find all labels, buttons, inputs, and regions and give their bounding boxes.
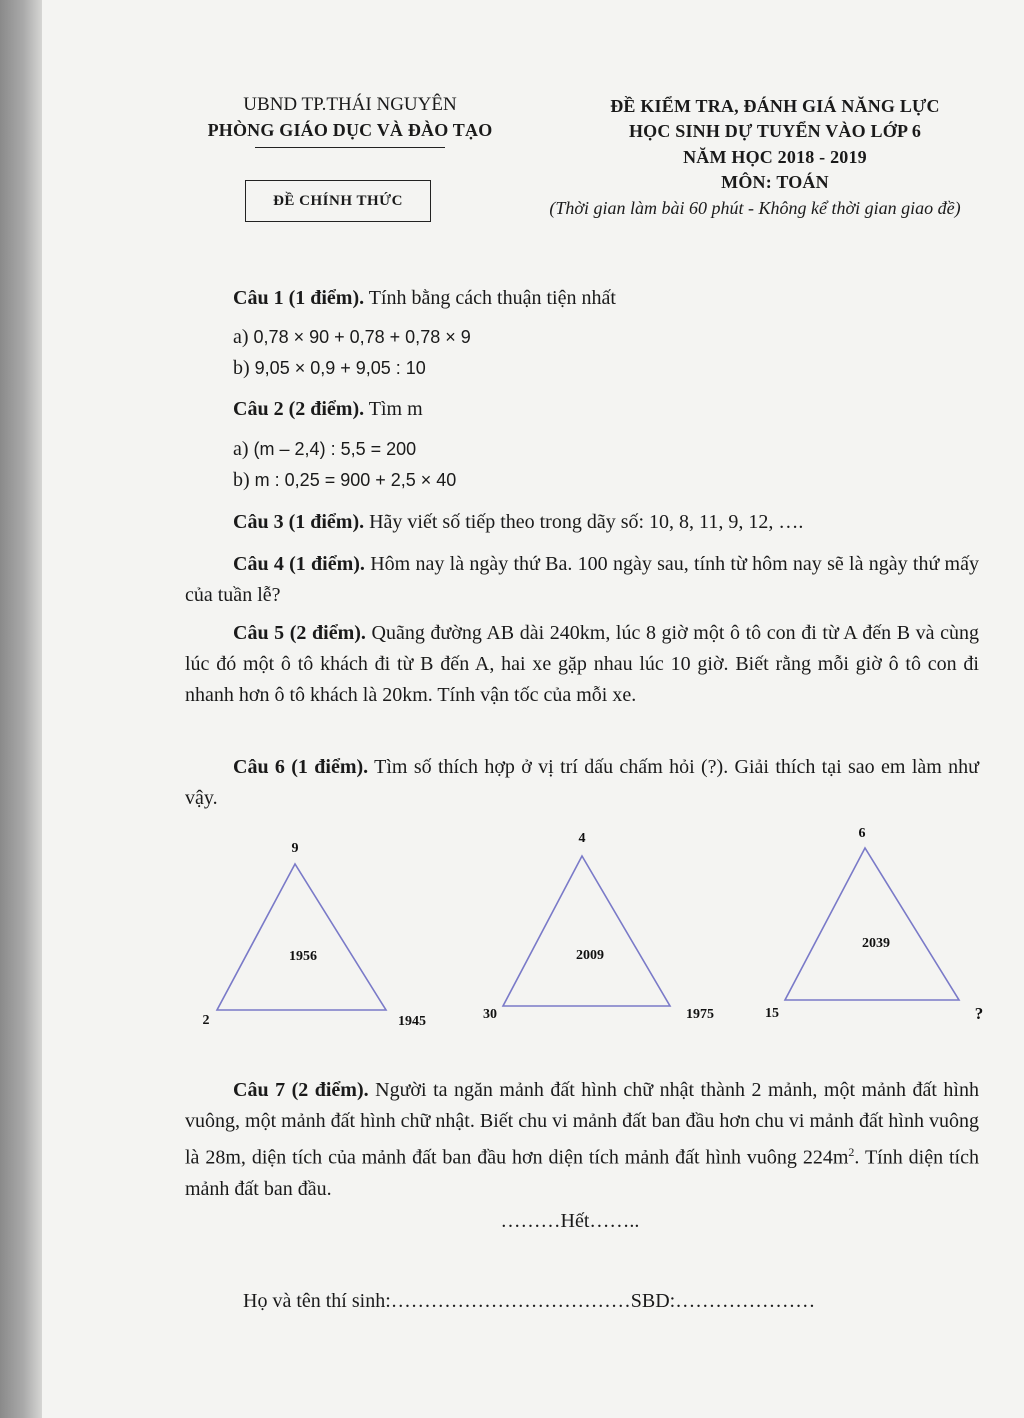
question-7-text-end: . Tính diện tích mảnh đất ban đầu. bbox=[185, 1146, 979, 1200]
question-6-text: Tìm số thích hợp ở vị trí dấu chấm hỏi (?). Giải thích tại sao em làm như vậy. bbox=[185, 756, 979, 809]
triangle-2-shape bbox=[503, 856, 670, 1006]
question-1-title: Câu 1 (1 điểm). bbox=[233, 287, 365, 309]
exam-title: ĐỀ KIỂM TRA, ĐÁNH GIÁ NĂNG LỰC bbox=[610, 96, 940, 116]
end-mark: ………Hết…….. bbox=[500, 1210, 640, 1232]
question-7-title: Câu 7 (2 điểm). bbox=[233, 1079, 369, 1101]
question-2 bbox=[233, 398, 423, 421]
subject: MÔN: TOÁN bbox=[721, 172, 829, 192]
question-4-title: Câu 4 (1 điểm). bbox=[233, 553, 365, 575]
scan-edge bbox=[0, 0, 42, 1418]
school-year: NĂM HỌC 2018 - 2019 bbox=[683, 147, 867, 167]
official-stamp: ĐỀ CHÍNH THỨC bbox=[245, 180, 431, 222]
triangle-2-center: 2009 bbox=[576, 948, 604, 963]
question-7 bbox=[185, 1075, 979, 1205]
question-2-text: Tìm m bbox=[364, 398, 423, 420]
question-3-text: Hãy viết số tiếp theo trong dãy số: 10, 8, 11, 9, 12, …. bbox=[364, 511, 804, 533]
triangle-2-right: 1975 bbox=[686, 1007, 714, 1022]
triangle-3-top: 6 bbox=[858, 826, 866, 841]
question-1b: b) 9,05 × 0,9 + 9,05 : 10 bbox=[233, 357, 426, 379]
triangle-3-center: 2039 bbox=[862, 936, 890, 951]
question-5 bbox=[185, 618, 979, 711]
candidate-line: Họ và tên thí sinh:………………………………SBD:………………… bbox=[243, 1290, 816, 1312]
question-4-text: Hôm nay là ngày thứ Ba. 100 ngày sau, tính từ hôm nay sẽ là ngày thứ mấy của tuần lễ? bbox=[185, 553, 979, 606]
triangle-1-shape bbox=[217, 864, 386, 1010]
triangle-2 bbox=[483, 831, 714, 1022]
triangle-2-left: 30 bbox=[483, 1007, 497, 1022]
exam-subtitle: HỌC SINH DỰ TUYỂN VÀO LỚP 6 bbox=[628, 121, 922, 141]
question-6-title: Câu 6 (1 điểm). bbox=[233, 756, 369, 778]
question-7-sup: 2 bbox=[848, 1145, 855, 1159]
question-1a-expr: 0,78 × 90 + 0,78 + 0,78 × 9 bbox=[253, 327, 471, 347]
question-2a: a) (m – 2,4) : 5,5 = 200 bbox=[233, 438, 417, 460]
department-name: PHÒNG GIÁO DỤC VÀ ĐÀO TẠO bbox=[207, 120, 493, 140]
triangle-1-right: 1945 bbox=[398, 1014, 426, 1029]
question-2b: b) m : 0,25 = 900 + 2,5 × 40 bbox=[233, 469, 457, 491]
triangle-puzzle-figure bbox=[190, 820, 1000, 1040]
triangle-1 bbox=[203, 841, 427, 1029]
triangle-3-shape bbox=[785, 848, 959, 1000]
triangle-2-top: 4 bbox=[578, 831, 586, 846]
question-1a: a) 0,78 × 90 + 0,78 + 0,78 × 9 bbox=[233, 326, 471, 348]
question-4 bbox=[185, 549, 979, 611]
triangle-1-center: 1956 bbox=[289, 949, 317, 964]
question-5-text: Quãng đường AB dài 240km, lúc 8 giờ một ô tô con đi từ A đến B và cùng lúc đó một ô tô khách đi từ B đến A, hai xe gặp nhau lúc 10 giờ. Biết rằng mỗi giờ ô tô con đi nhanh hơn ô tô khách là 20km. Tính vận tốc của mỗi xe. bbox=[185, 622, 979, 706]
authority-name: UBND TP.THÁI NGUYÊN bbox=[243, 94, 457, 115]
triangle-3-left: 15 bbox=[765, 1006, 779, 1021]
question-5-title: Câu 5 (2 điểm). bbox=[233, 622, 366, 644]
triangle-3-right: ? bbox=[974, 1004, 984, 1023]
question-6 bbox=[185, 752, 979, 814]
triangle-1-left: 2 bbox=[202, 1013, 210, 1028]
question-2-title: Câu 2 (2 điểm). bbox=[233, 398, 365, 420]
question-2a-expr: (m – 2,4) : 5,5 = 200 bbox=[253, 439, 417, 459]
time-note: (Thời gian làm bài 60 phút - Không kể thời gian giao đề) bbox=[549, 198, 961, 218]
triangle-3 bbox=[765, 826, 983, 1023]
question-1 bbox=[233, 287, 616, 310]
question-1b-expr: 9,05 × 0,9 + 9,05 : 10 bbox=[254, 358, 426, 378]
header-underline bbox=[255, 147, 445, 148]
question-2b-expr: m : 0,25 = 900 + 2,5 × 40 bbox=[254, 470, 457, 490]
question-3 bbox=[233, 511, 803, 534]
question-1-text: Tính bằng cách thuận tiện nhất bbox=[364, 287, 616, 309]
question-7-text: Người ta ngăn mảnh đất hình chữ nhật thành 2 mảnh, một mảnh đất hình vuông, một mảnh đất hình chữ nhật. Biết chu vi mảnh đất ban đầu hơn chu vi mảnh đất hình vuông là 28m, diện tích của mảnh đất ban đầu hơn diện tích mảnh đất hình vuông 224m bbox=[185, 1079, 979, 1169]
question-3-title: Câu 3 (1 điểm). bbox=[233, 511, 365, 533]
triangle-1-top: 9 bbox=[291, 841, 299, 856]
